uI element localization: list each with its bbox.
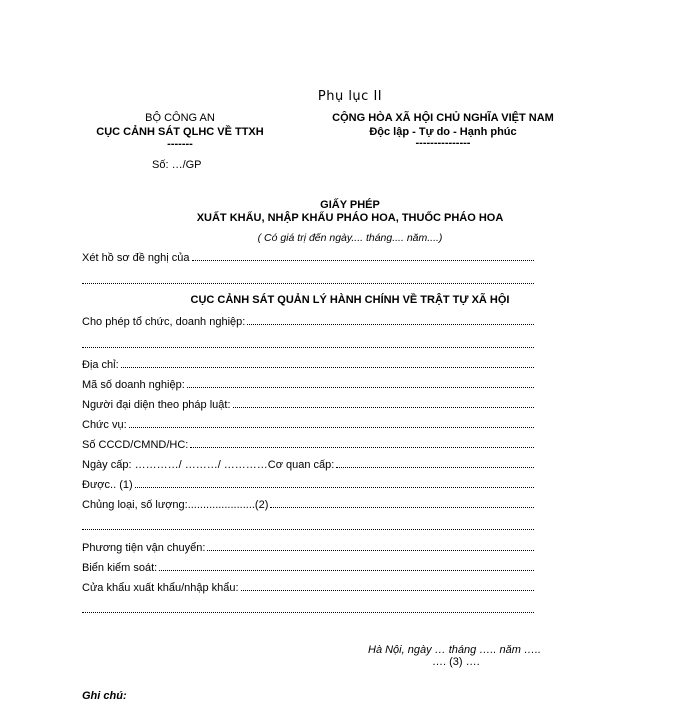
considering-label: Xét hồ sơ đề nghị của (82, 252, 190, 264)
left-separator: ------- (167, 138, 193, 150)
fill-line (247, 324, 534, 325)
fill-line (121, 367, 534, 368)
representative-row (82, 397, 534, 411)
vehicle-row (82, 540, 534, 554)
address-label: Địa chỉ: (82, 359, 119, 371)
place-date: Hà Nội, ngày … tháng ….. năm ….. (368, 644, 542, 656)
fill-line (270, 507, 534, 508)
fill-line (159, 570, 534, 571)
type-quantity-label: Chủng loại, số lượng:......................(2) (82, 499, 269, 511)
national-motto: Độc lập - Tự do - Hạnh phúc (369, 126, 517, 138)
document-title: GIẤY PHÉP (320, 199, 380, 211)
right-separator: --------------- (415, 137, 471, 149)
authority-heading: CỤC CẢNH SÁT QUẢN LÝ HÀNH CHÍNH VỀ TRẬT TỰ XÃ HỘI (190, 294, 510, 306)
fill-line (336, 467, 534, 468)
representative-label: Người đại diện theo pháp luật: (82, 399, 231, 411)
allow-label: Cho phép tổ chức, doanh nghiệp: (82, 316, 246, 328)
fill-line (207, 550, 534, 551)
document-number: Số: …/GP (152, 159, 202, 171)
notes-label: Ghi chú: (82, 690, 127, 702)
type-quantity-row (82, 497, 534, 511)
position-row (82, 417, 534, 431)
address-row (82, 357, 534, 371)
fill-line (190, 447, 534, 448)
permitted-label: Được.. (1) (82, 479, 133, 491)
position-label: Chức vụ: (82, 419, 127, 431)
country-name: CỘNG HÒA XÃ HỘI CHỦ NGHĨA VIỆT NAM (332, 112, 554, 124)
appendix-label: Phụ lục II (317, 89, 383, 104)
fill-line (187, 387, 534, 388)
id-number-row (82, 437, 534, 451)
border-gate-row (82, 580, 534, 594)
issue-date-label: Ngày cấp: …………/ ………/ …………Cơ quan cấp: (82, 459, 335, 471)
fill-line (241, 590, 534, 591)
enterprise-code-row (82, 377, 534, 391)
fill-line (129, 427, 534, 428)
issue-date-row (82, 457, 534, 471)
fill-line (82, 347, 534, 348)
permitted-row (82, 477, 534, 491)
fill-line (82, 283, 534, 284)
vehicle-label: Phương tiện vận chuyển: (82, 542, 206, 554)
fill-line (192, 260, 534, 261)
document-subtitle: XUẤT KHẨU, NHẬP KHẨU PHÁO HOA, THUỐC PHÁO HOA (196, 212, 504, 224)
signer-placeholder: …. (3) …. (432, 656, 480, 668)
validity-note: ( Có giá trị đến ngày.... tháng.... năm....) (257, 232, 443, 244)
enterprise-code-label: Mã số doanh nghiệp: (82, 379, 185, 391)
fill-line (233, 407, 534, 408)
fill-line (82, 529, 534, 530)
ministry-name: BỘ CÔNG AN (145, 112, 215, 124)
plate-row (82, 560, 534, 574)
fill-line (135, 487, 534, 488)
department-name: CỤC CẢNH SÁT QLHC VỀ TTXH (96, 126, 264, 138)
id-number-label: Số CCCD/CMND/HC: (82, 439, 189, 451)
fill-line (82, 612, 534, 613)
allow-row (82, 314, 534, 328)
plate-label: Biển kiểm soát: (82, 562, 158, 574)
border-gate-label: Cửa khẩu xuất khẩu/nhập khẩu: (82, 582, 239, 594)
considering-row (82, 250, 534, 264)
